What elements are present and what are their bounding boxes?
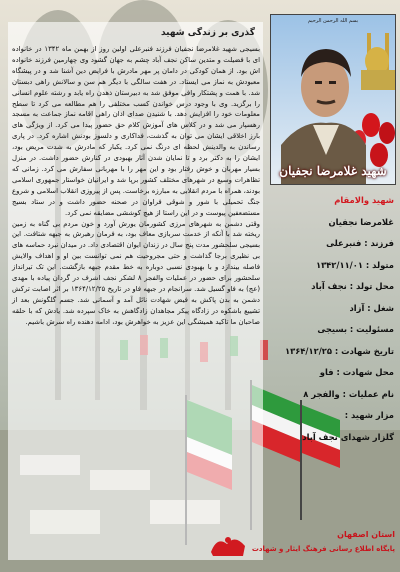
info-label: مسئولیت : (347, 324, 394, 334)
info-value: فاو (319, 367, 334, 377)
biography-title: گذری بر زندگی شهید (160, 28, 255, 38)
info-row-martyrdom-place (262, 362, 394, 384)
info-row-martyrdom-date (262, 341, 394, 363)
info-row-name (262, 212, 394, 234)
info-value: ۱۳۶۴/۱۲/۲۵ (284, 345, 332, 356)
info-row-birthplace (262, 276, 394, 298)
biography-text (12, 44, 260, 328)
info-label: مزار شهید : (344, 410, 394, 420)
info-row-title (262, 190, 394, 212)
footer-province: استان اصفهان (337, 530, 395, 539)
portrait-top-text: بسم الله الرحمن الرحیم (307, 18, 359, 24)
info-label: تاریخ شهادت : (331, 345, 394, 356)
info-value: فنبرعلی (326, 238, 362, 248)
info-value: نجف آباد (311, 281, 347, 291)
info-label: نام عملیات : (339, 388, 394, 399)
portrait-illustration (271, 15, 395, 184)
info-value: والفجر ۸ (303, 388, 340, 399)
info-label: شغل : (364, 302, 394, 313)
info-label: محل شهادت : (333, 367, 394, 377)
info-label: محل تولد : (346, 281, 394, 291)
logo-icon (207, 530, 249, 562)
biography-paragraph-1: بسیجی شهید غلامرضا نجفیان فرزند فنبرعلی اولین روز از بهمن ماه ۱۳۴۲ در خانواده ای با فضیلت و متدین ساکن نجف آباد چشم به جهان گشود وی چهارمین فرزند خانواده اش بود. از همان کودکی در دامان پر مهر مادرش با فرایض دین آشنا شد و در پیشگاه معبودش به نماز می ایستاد. در هفت سالگی با دیگر هم سن و سالانش راهی دبستان شد. با همت و پشتکار وافی موفق شد به دبیرستان ذهدن راه یابد و رشته علوم انسانی را برگزید. وی با وجود درس خواندن کسب مختلفی را هم مطالعه می کرد تا سطح معلومات خود را افزایش دهد. با شنیدن صدای اذان راهی اقامه نماز جماعت به مسجد رهسپار می شد و در کلاس های آموزش کلام حق حضور پیدا می کرد. از ویژگی های بارز اخلاقی ایشان می توان به گذشت، فداکاری و دلسوز بودنش اشاره کرد. در پاری رساندن به والدینش لحظه ای درنگ نمی کرد. یکبار که مادرش به شدت مریض بود، ایشان را به دکتر برد و تا نمایان شدن آثار بهبودی در کنارش حضور داشت. در منزل بسیار مهربان و خوش رفتار بود و این مهر را با مهربانی سفارش می کرد. زمانی که تظاهرات وسیع در شهرهای مختلف کشور برپا شد و ایرانیان خواستار جمهوری اسلامی بودند، همراه با مردم انقلابی به مبارزه برخاست. پس از پیروزی انقلاب اسلامی و شروع جنگ تحمیلی با شور و شوقی فراوان در صحنه حضور داشت و در ستاد بسیج مستضعفین پیوست و در این راستا از هیچ کوششی مضایقه نمی کرد. (12, 45, 260, 217)
navid-shahed-logo (207, 530, 249, 562)
footer-org-line: پایگاه اطلاع رسانی فرهنگ ایثار و شهادت (251, 545, 395, 553)
footer-branding (205, 530, 397, 568)
portrait-caption: شهید غلامرضا نجفیان (279, 164, 387, 178)
info-value: نجف آباد (302, 431, 338, 442)
info-label: گلزار شهدای (337, 431, 394, 442)
info-row-cemetery (262, 427, 394, 449)
info-value: ۱۳۴۲/۱۱/۰۱ (315, 259, 363, 270)
info-label: غلامرضا نجفیان (328, 216, 394, 227)
martyr-portrait (270, 14, 396, 185)
info-row-grave (262, 405, 394, 427)
info-row-father (262, 233, 394, 255)
info-row-role (262, 319, 394, 341)
info-label: فرزند : (361, 238, 394, 248)
info-label: شهید والامقام (334, 195, 394, 205)
info-row-job (262, 298, 394, 320)
biography-paragraph-2: وقتی دشمن به شهرهای مرزی کشورمان یورش آورد و خون مردم بی گناه به زمین ریخته شد با آنکه از خدمت سربازی معاف بود، به فرمان رهبرش به جبهه شتافت. این بسیجی سلحشور مدت پنج سال در زندان ایوان اقتصادی داد. در میدان نبرد حماسه های بی نظیری برجا گذاشت و حتی مجروحیت هم نمی توانست بین او و اهداف والایش فاصله بیندازد و با بهبودی نسبی دوباره به خط مقدم جبهه بازگشت. این تک تیرانداز سلحشور برای حضور در عملیات والفجر ۸ لشکر نجف اشرف در گردان پیاده با مهدی (عج) به فاو گسیل شد. سرانجام در جبهه فاو در تاریخ ۱۳۶۴/۱۲/۲۵ بر اثر اصابت ترکش دشمن به بدن پاکش به فیض شهادت نائل آمد و آسمانی شد. جسم گلگونش بعد از تشییع باشکوه در زادگاه پیکر مجاهدان زادگاهش به خاک سپرده شد. یادش که با حلقه صاحبان ما تاکید همیشگی این عزیز به خواهرش بود، ادامه دهنده راه سرش باشیم. (12, 219, 261, 326)
info-label: متولد : (362, 259, 394, 270)
info-row-birthdate (262, 255, 394, 277)
info-row-operation (262, 384, 394, 406)
info-value: آزاد (349, 302, 365, 313)
info-value: بسیجی (317, 324, 347, 334)
martyr-info-list (262, 190, 394, 448)
